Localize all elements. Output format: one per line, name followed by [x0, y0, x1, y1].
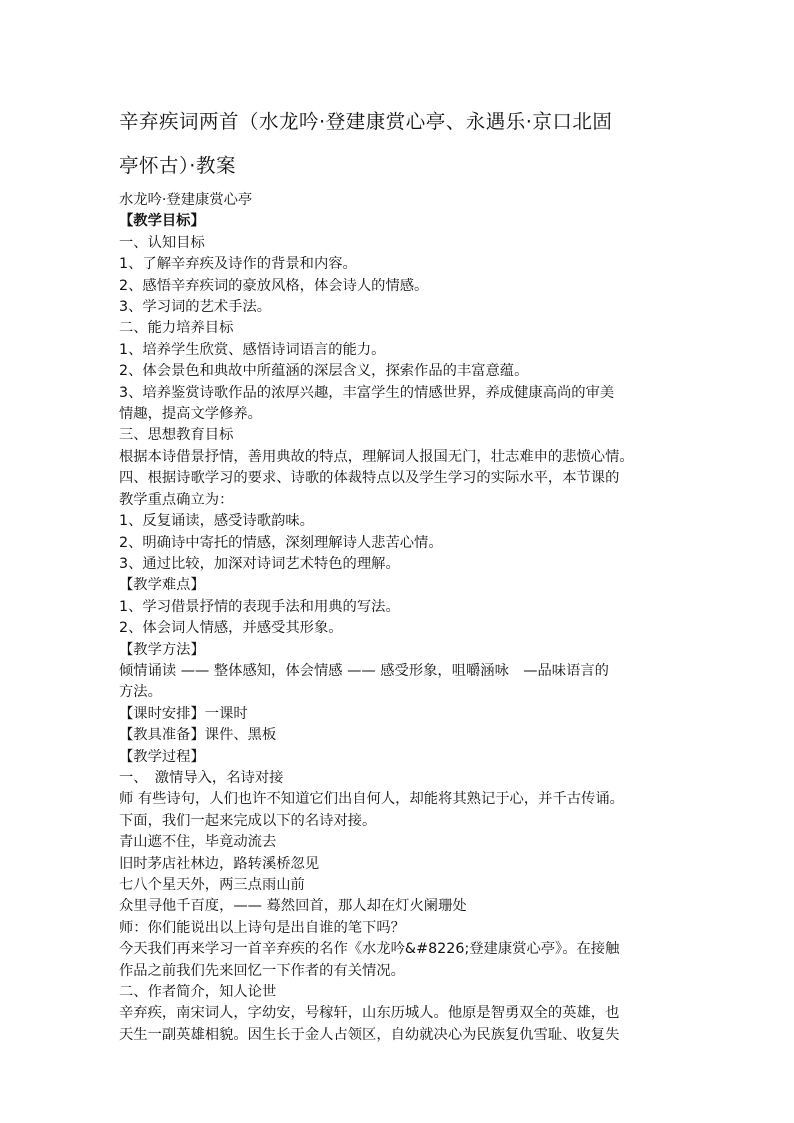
text-line: 一、认知目标: [119, 234, 205, 251]
text-line: 根据本诗借景抒情，善用典故的特点，理解词人报国无门，壮志难申的悲愤心情。: [119, 448, 634, 465]
text-line: 方法。: [119, 684, 162, 701]
title-line-1: 辛弃疾词两首（水龙吟·登建康赏心亭、永遇乐·京口北固: [119, 110, 613, 133]
text-line: 2、体会景色和典故中所蕴涵的深层含义，探索作品的丰富意蕴。: [119, 363, 529, 380]
text-line: 水龙吟·登建康赏心亭: [119, 192, 253, 208]
document-title: [119, 100, 684, 188]
text-line: 天生一副英雄相貌。因生长于金人占领区，自幼就决心为民族复仇雪耻、收复失: [119, 1026, 620, 1043]
text-line: 二、能力培养目标: [119, 320, 234, 337]
text-line: 2、明确诗中寄托的情感，深刻理解诗人悲苦心情。: [119, 534, 443, 551]
text-line: 1、学习借景抒情的表现手法和用典的写法。: [119, 598, 400, 615]
document-page: [119, 100, 684, 1046]
text-line: 三、思想教育目标: [119, 427, 234, 444]
text-line: 一、 激情导入，名诗对接: [119, 769, 284, 786]
text-line: 辛弃疾，南宋词人，字幼安，号稼轩，山东历城人。他原是智勇双全的英雄，也: [119, 1005, 620, 1022]
text-line: 青山遮不住，毕竟动流去: [119, 834, 277, 851]
text-line: 【课时安排】一课时: [119, 705, 248, 722]
text-line: 情趣，提高文学修养。: [119, 406, 262, 423]
text-line: 下面，我们一起来完成以下的名诗对接。: [119, 812, 377, 829]
text-line: 众里寻他千百度，—— 蓦然回首，那人却在灯火阑珊处: [119, 898, 467, 915]
text-line: 七八个星天外，两三点雨山前: [119, 877, 305, 893]
text-line: 师 有些诗句，人们也许不知道它们出自何人，却能将其熟记于心，并千古传诵。: [119, 791, 624, 808]
title-line-2: 亭怀古）·教案: [119, 154, 236, 177]
text-line: 【教学目标】: [119, 213, 205, 230]
text-line: 【教学难点】: [119, 577, 205, 594]
text-line: 2、感悟辛弃疾词的豪放风格，体会诗人的情感。: [119, 277, 429, 294]
text-line: 【教学过程】: [119, 748, 205, 765]
text-line: 1、了解辛弃疾及诗作的背景和内容。: [119, 256, 357, 273]
text-line: 【教学方法】: [119, 641, 205, 658]
text-line: 教学重点确立为：: [119, 491, 234, 508]
text-line: 今天我们再来学习一首辛弃疾的名作《水龙吟&#8226;登建康赏心亭》。在接触: [119, 941, 620, 958]
text-line: 3、学习词的艺术手法。: [119, 299, 272, 316]
text-line: 3、通过比较，加深对诗词艺术特色的理解。: [119, 555, 400, 572]
text-line: 师：你们能说出以上诗句是出自谁的笔下吗？: [119, 919, 405, 936]
text-line: 3、培养鉴赏诗歌作品的浓厚兴趣，丰富学生的情感世界，养成健康高尚的审美: [119, 384, 615, 401]
text-line: 作品之前我们先来回忆一下作者的有关情况。: [119, 962, 405, 979]
text-line: 1、培养学生欣赏、感悟诗词语言的能力。: [119, 341, 386, 358]
text-line: 2、体会词人情感，并感受其形象。: [119, 620, 343, 637]
text-line: 1、反复诵读，感受诗歌韵味。: [119, 513, 314, 530]
text-line: 【教具准备】课件、黑板: [119, 727, 277, 744]
text-line: 二、作者简介，知人论世: [119, 984, 277, 1001]
text-line: 倾情诵读 —— 整体感知，体会情感 —— 感受形象，咀嚼涵咏 —品味语言的: [119, 662, 609, 679]
text-line: 旧时茅店社林边，路转溪桥忽见: [119, 855, 320, 872]
document-body: [119, 190, 684, 1046]
text-line: 四、根据诗歌学习的要求、诗歌的体裁特点以及学生学习的实际水平，本节课的: [119, 470, 620, 487]
